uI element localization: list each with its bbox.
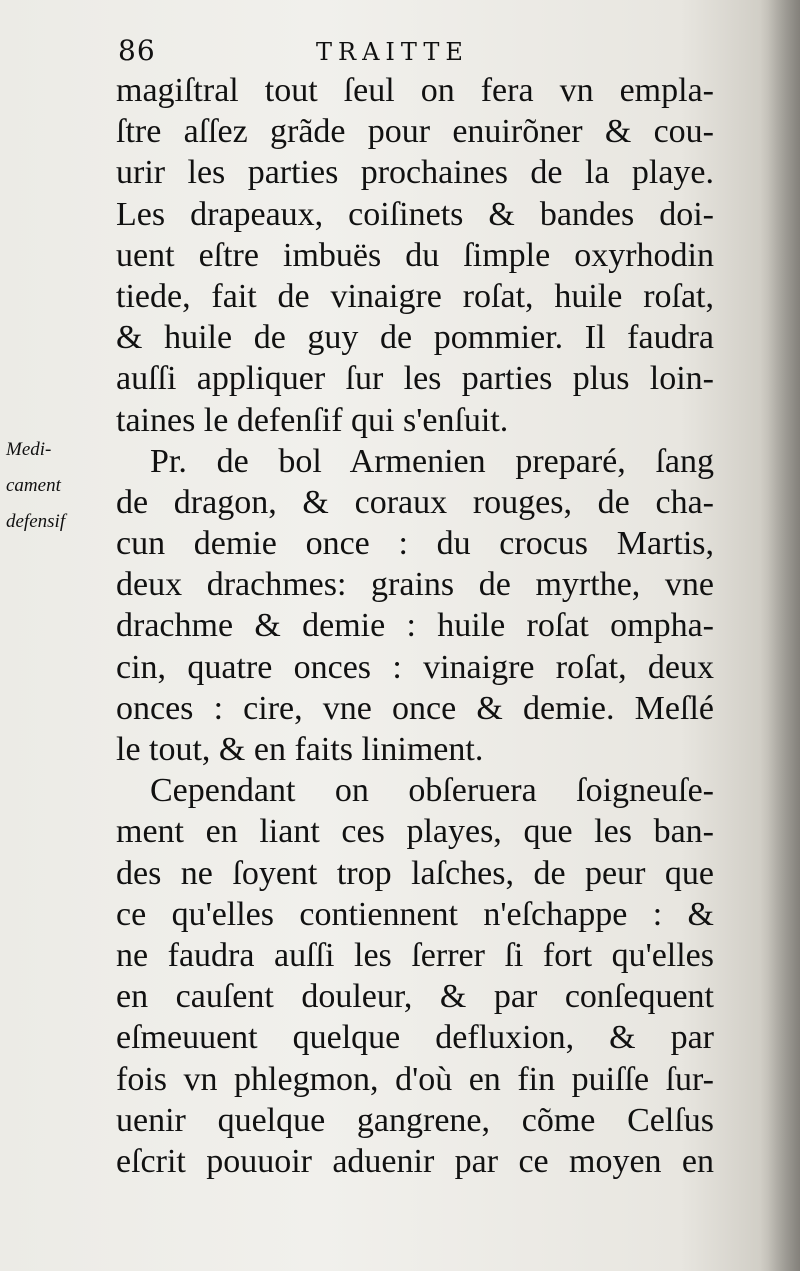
- margin-note-line: defensif: [6, 511, 66, 532]
- text-line: de dragon, & coraux rouges, de cha-: [116, 483, 714, 521]
- text-line: Cependant on obſeruera ſoigneuſe-: [150, 772, 714, 810]
- text-line: le tout, & en faits liniment.: [116, 731, 484, 768]
- text-line: Les drapeaux, coiſinets & bandes doi-: [116, 195, 714, 233]
- text-line: tiede, fait de vinaigre roſat, huile roſat,: [116, 277, 714, 315]
- text-line: deux drachmes: grains de myrthe, vne: [116, 566, 714, 604]
- text-line: auſſi appliquer ſur les parties plus loin-: [116, 360, 714, 398]
- page-header: [118, 34, 718, 74]
- text-line: urir les parties prochaines de la playe.: [116, 154, 714, 192]
- text-line: eſcrit pouuoir aduenir par ce moyen en: [116, 1142, 714, 1180]
- page-number: 86: [118, 34, 156, 67]
- text-line: ne faudra auſſi les ſerrer ſi fort qu'elles: [116, 936, 714, 974]
- text-line: Pr. de bol Armenien preparé, ſang: [150, 442, 714, 480]
- text-line: ſtre aſſez grãde pour enuirõner & cou-: [116, 113, 714, 151]
- text-line: magiſtral tout ſeul on fera vn empla-: [116, 72, 714, 109]
- text-line: onces : cire, vne once & demie. Meſlé: [116, 689, 714, 727]
- text-line: en cauſent douleur, & par conſequent: [116, 978, 714, 1016]
- margin-note-line: cament: [6, 475, 61, 496]
- text-line: cun demie once : du crocus Martis,: [116, 525, 714, 563]
- text-line: ce qu'elles contiennent n'eſchappe : &: [116, 895, 714, 933]
- margin-note: [6, 432, 116, 540]
- text-line: uenir quelque gangrene, cõme Celſus: [116, 1101, 714, 1139]
- text-line: drachme & demie : huile roſat ompha-: [116, 607, 714, 645]
- text-line: & huile de guy de pommier. Il faudra: [116, 319, 714, 357]
- text-line: des ne ſoyent trop laſches, de peur que: [116, 854, 714, 892]
- text-line: fois vn phlegmon, d'où en fin puiſſe ſur-: [116, 1060, 714, 1098]
- body-text: [116, 70, 714, 1182]
- text-line: taines le defenſif qui s'enſuit.: [116, 401, 509, 439]
- text-line: eſmeuuent quelque defluxion, & par: [116, 1019, 714, 1057]
- text-line: uent eſtre imbuës du ſimple oxyrhodin: [116, 236, 714, 274]
- page-gutter-shadow: [760, 0, 800, 1271]
- margin-note-line: Medi-: [6, 439, 52, 460]
- text-line: cin, quatre onces : vinaigre roſat, deux: [116, 648, 714, 686]
- running-title: TRAITTE: [316, 38, 469, 66]
- text-line: ment en liant ces playes, que les ban-: [116, 813, 714, 851]
